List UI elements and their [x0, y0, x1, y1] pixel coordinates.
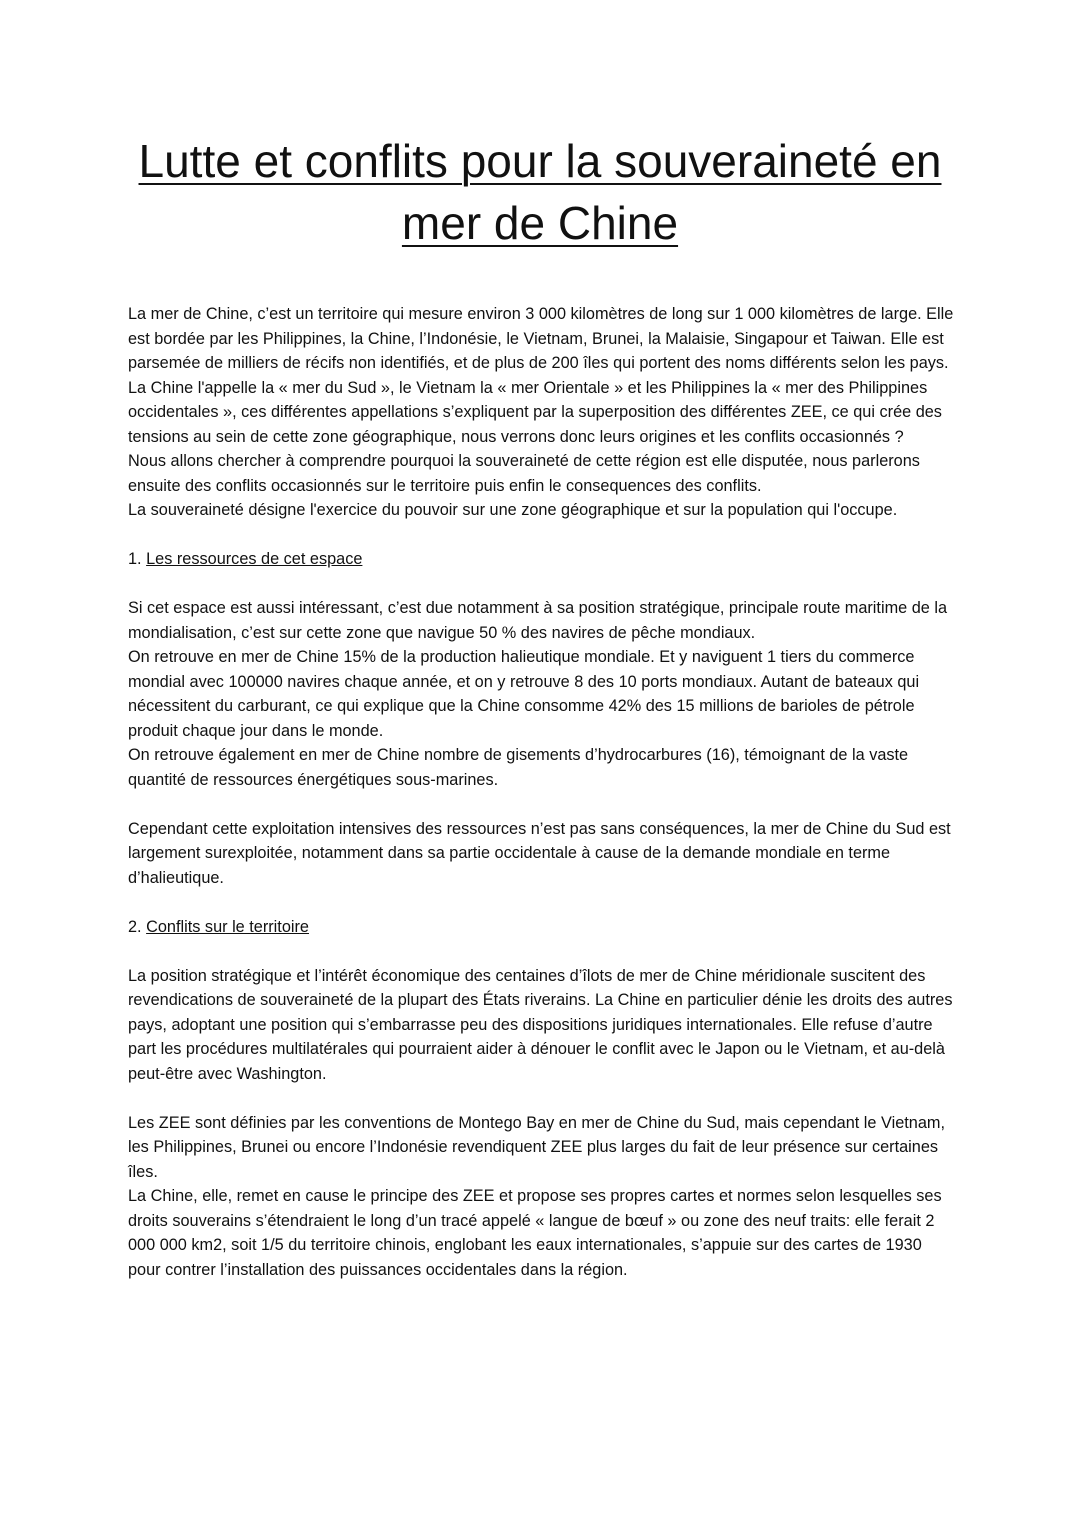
section-2-paragraph-1: La position stratégique et l’intérêt économique des centaines d’îlots de mer de Chine méridionale suscitent des revendications de souveraineté de la plupart des États riverains. La Chine en particulier dénie les droits des autres pays, adoptant une position qui s’embarrasse peu des dispositions juridiques internationales. Elle refuse d’autre part les procédures multilatérales qui pourraient aider à dénouer le conflit avec le Japon ou le Vietnam, et au-delà peut-être avec Washington.: [128, 966, 953, 1083]
spacer: [128, 792, 958, 817]
section-2-number: 2.: [128, 917, 147, 936]
page-title: [90, 130, 990, 254]
section-2-paragraph-2: Les ZEE sont définies par les conventions de Montego Bay en mer de Chine du Sud, mais cependant le Vietnam, les Philippines, Brunei ou encore l’Indonésie revendiquent ZEE plus larges du fait de leur présence sur certaines îles.: [128, 1113, 945, 1181]
title-line-1: Lutte et conflits pour la souveraineté en: [138, 135, 942, 187]
spacer: [128, 1086, 958, 1111]
section-1-number: 1.: [128, 550, 147, 568]
intro-paragraph-2: Nous allons chercher à comprendre pourquoi la souveraineté de cette région est elle disputée, nous parlerons ensuite des conflits occasionnés sur le territoire puis enfin le consequences des conflits.: [128, 452, 920, 495]
spacer: [128, 572, 958, 597]
section-2-heading: [128, 915, 958, 940]
section-1-heading: [128, 547, 958, 572]
document-body: [128, 302, 958, 1282]
section-1-paragraph-3: On retrouve également en mer de Chine nombre de gisements d’hydrocarbures (16), témoignant de la vaste quantité de ressources énergétiques sous-marines.: [128, 746, 909, 789]
spacer: [128, 939, 958, 964]
section-1-paragraph-4: Cependant cette exploitation intensives des ressources n’est pas sans conséquences, la mer de Chine du Sud est largement surexploitée, notamment dans sa partie occidentale à cause de la demande mondiale en terme d’halieutique.: [128, 819, 951, 887]
section-2-paragraph-3: La Chine, elle, remet en cause le principe des ZEE et propose ses propres cartes et normes selon lesquelles ses droits souverains s’étendraient le long d’un tracé appelé « langue de bœuf » ou zone des neuf traits: elle ferait 2 000 000 km2, soit 1/5 du territoire chinois, englobant les eaux internationales, s’appuie sur des cartes de 1930 pour contrer l’installation des puissances occidentales dans la région.: [128, 1187, 942, 1279]
spacer: [128, 890, 958, 915]
section-1-heading-text: Les ressources de cet espace: [146, 550, 363, 568]
section-1-paragraph-1: Si cet espace est aussi intéressant, c’est due notamment à sa position stratégique, principale route maritime de la mondialisation, c’est sur cette zone que navigue 50 % des navires de pêche mondiaux.: [128, 599, 948, 642]
spacer: [128, 523, 958, 548]
intro-paragraph-1: La mer de Chine, c’est un territoire qui mesure environ 3 000 kilomètres de long sur 1 000 kilomètres de large. Elle est bordée par les Philippines, la Chine, l’Indonésie, le Vietnam, Brunei, la Malaisie, Singapour et Taiwan. Elle est parsemée de milliers de récifs non identifiés, et de plus de 200 îles qui portent des noms différents selon les pays. La Chine l'appelle la « mer du Sud », le Vietnam la « mer Orientale » et les Philippines la « mer des Philippines occidentales », ces différentes appellations s’expliquent par la superposition des différentes ZEE, ce qui crée des tensions au sein de cette zone géographique, nous verrons donc leurs origines et les conflits occasionnés ?: [128, 305, 954, 446]
intro-paragraph-3: La souveraineté désigne l'exercice du pouvoir sur une zone géographique et sur la population qui l'occupe.: [128, 501, 898, 519]
section-1-paragraph-2: On retrouve en mer de Chine 15% de la production halieutique mondiale. Et y naviguent 1 tiers du commerce mondial avec 100000 navires chaque année, et on y retrouve 8 des 10 ports mondiaux. Autant de bateaux qui nécessitent du carburant, ce qui explique que la Chine consomme 42% des 15 millions de barioles de pétrole produit chaque jour dans le monde.: [128, 648, 920, 740]
title-line-2: mer de Chine: [401, 197, 679, 249]
section-2-heading-text: Conflits sur le territoire: [146, 917, 309, 936]
